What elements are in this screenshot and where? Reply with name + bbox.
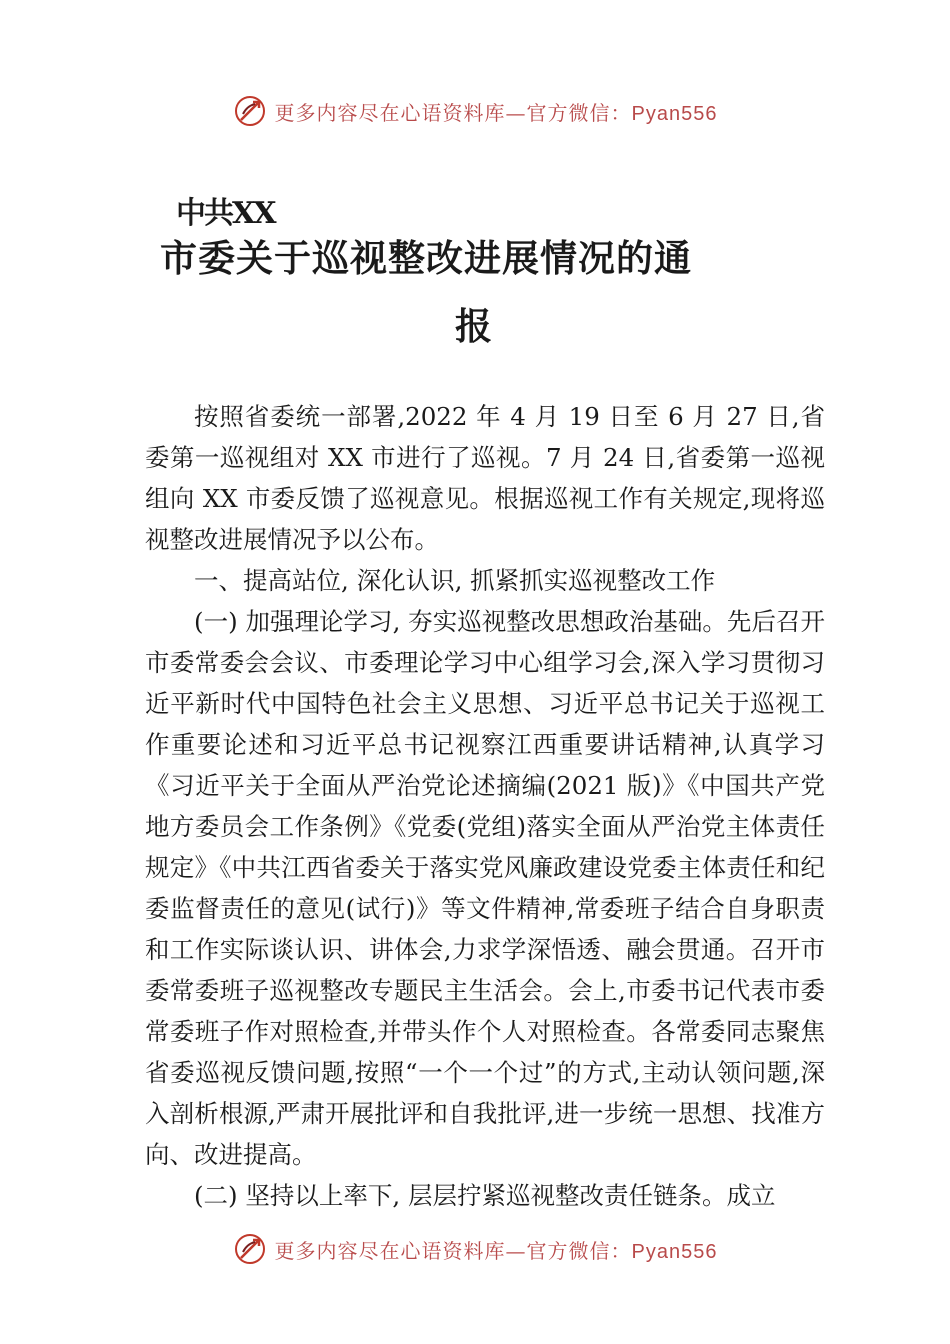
document-title-line1: 市委关于巡视整改进展情况的通 (160, 236, 692, 280)
quill-logo-icon (233, 94, 267, 128)
header-banner (0, 94, 950, 128)
paragraph: 按照省委统一部署,2022 年 4 月 19 日至 6 月 27 日,省委第一巡视组对 XX 市进行了巡视。7 月 24 日,省委第一巡视组向 XX 市委反馈了巡视意见。根据巡视工作有关规定,现将巡视整改进展情况予以公布。 (145, 402, 825, 554)
section-heading: 一、提高站位, 深化认识, 抓紧抓实巡视整改工作 (194, 566, 716, 595)
document-body (145, 396, 825, 1216)
document-pre-title: 中共XX (176, 196, 275, 231)
banner-label: 更多内容尽在心语资料库—官方微信： (274, 1238, 632, 1263)
banner-label: 更多内容尽在心语资料库—官方微信： (274, 100, 632, 125)
banner-text (275, 1235, 718, 1264)
document-title-line2: 报 (455, 304, 492, 348)
wechat-id: Pyan556 (631, 1240, 718, 1263)
paragraph: (一) 加强理论学习, 夯实巡视整改思想政治基础。先后召开市委常委会会议、市委理论学习中心组学习会,深入学习贯彻习近平新时代中国特色社会主义思想、习近平总书记关于巡视工作重要论述和习近平总书记视察江西重要讲话精神,认真学习《习近平关于全面从严治党论述摘编(2021 版)》《中国共产党地方委员会工作条例》《党委(党组)落实全面从严治党主体责任规定》《中共江西省委关于落实党风廉政建设党委主体责任和纪委监督责任的意见(试行)》等文件精神,常委班子结合自身职责和工作实际谈认识、讲体会,力求学深悟透、融会贯通。召开市委常委班子巡视整改专题民主生活会。会上,市委书记代表市委常委班子作对照检查,并带头作个人对照检查。各常委同志聚焦省委巡视反馈问题,按照“一个一个过”的方式,主动认领问题,深入剖析根源,严肃开展批评和自我批评,进一步统一思想、找准方向、改进提高。 (145, 607, 825, 1169)
wechat-id: Pyan556 (631, 102, 718, 125)
quill-logo-icon (233, 1232, 267, 1266)
paragraph: (二) 坚持以上率下, 层层拧紧巡视整改责任链条。成立 (194, 1181, 776, 1210)
banner-text (275, 97, 718, 126)
footer-banner (0, 1232, 950, 1266)
